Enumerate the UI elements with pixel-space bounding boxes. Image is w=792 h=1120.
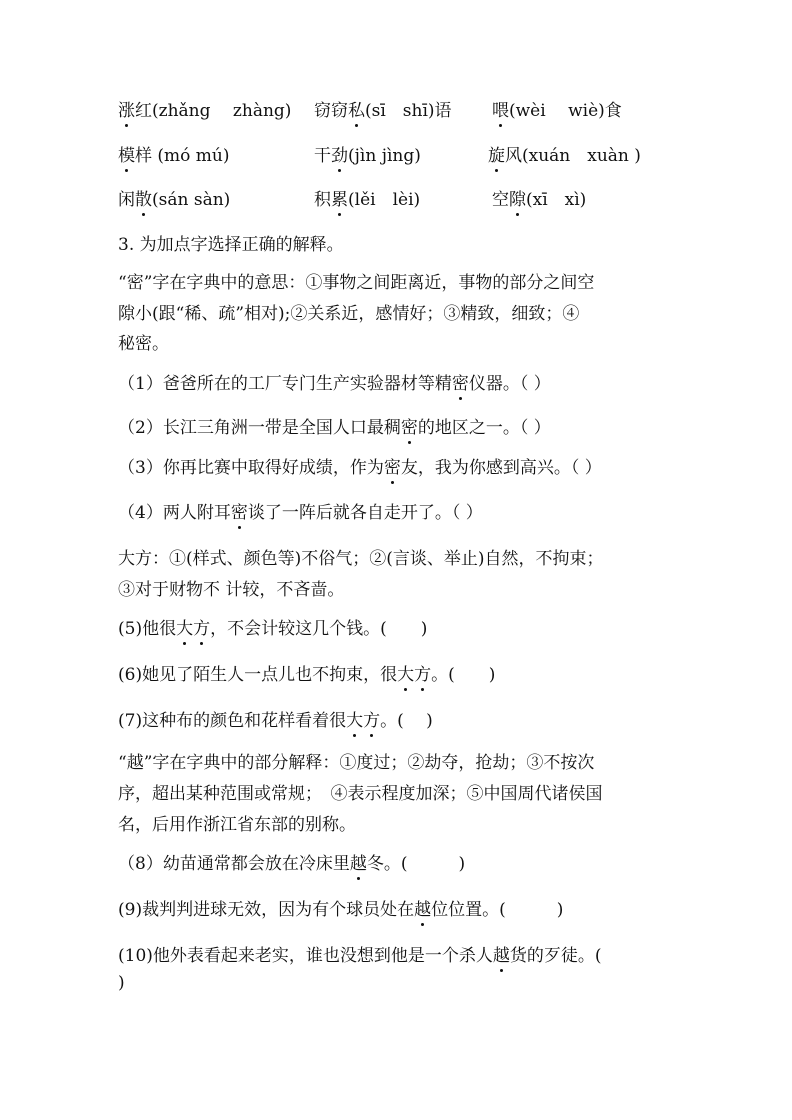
question-item-1: （1）爸爸所在的工厂专门生产实验器材等精密仪器。（ ） <box>118 369 551 394</box>
pinyin-item: 干劲(jìn jìng) <box>314 141 421 166</box>
pinyin-item: 闲散(sán sàn) <box>118 185 230 210</box>
pinyin-item: 涨红(zhǎng zhàng) <box>118 96 291 121</box>
pinyin-row-2 <box>118 141 678 165</box>
definition-dafang-line-2: ③对于财物不 计较，不吝啬。 <box>118 580 345 600</box>
question-item-5: (5)他很大方，不会计较这几个钱。( ) <box>118 614 427 639</box>
pinyin-item: 空隙(xī xì) <box>492 185 586 210</box>
question-item-6: (6)她见了陌生人一点儿也不拘束，很大方。( ) <box>118 660 495 685</box>
definition-dafang-line-1: 大方：①(样式、颜色等)不俗气；②(言谈、举止)自然，不拘束； <box>118 549 604 569</box>
pinyin-item: 窃窃私(sī shī)语 <box>314 96 452 121</box>
question-item-4: （4）两人附耳密谈了一阵后就各自走开了。（ ） <box>118 498 483 523</box>
question-item-9: (9)裁判判进球无效，因为有个球员处在越位位置。( ) <box>118 895 563 920</box>
definition-yue-line-3: 名，后用作浙江省东部的别称。 <box>118 815 356 835</box>
question-item-7: (7)这种布的颜色和花样看着很大方。( ) <box>118 706 433 731</box>
definition-mi-line-2: 隙小(跟“稀、疏”相对);②关系近，感情好；③精致，细致；④ <box>118 304 580 324</box>
question-item-10-tail: ) <box>118 973 125 993</box>
question-title: 3. 为加点字选择正确的解释。 <box>118 235 344 255</box>
definition-mi-line-3: 秘密。 <box>118 334 169 354</box>
pinyin-item: 模样 (mó mú) <box>118 141 230 166</box>
pinyin-item: 积累(lěi lèi) <box>314 185 420 210</box>
question-item-3: （3）你再比赛中取得好成绩，作为密友，我为你感到高兴。（ ） <box>118 453 602 478</box>
pinyin-row-1 <box>118 96 678 120</box>
pinyin-item: 喂(wèi wiè)食 <box>492 96 622 121</box>
question-item-2: （2）长江三角洲一带是全国人口最稠密的地区之一。（ ） <box>118 413 551 438</box>
definition-mi-line-1: “密”字在字典中的意思：①事物之间距离近，事物的部分之间空 <box>118 273 595 293</box>
question-item-10: (10)他外表看起来老实，谁也没想到他是一个杀人越货的歹徒。( <box>118 941 602 966</box>
pinyin-item: 旋风(xuán xuàn ) <box>488 141 641 166</box>
definition-yue-line-1: “越”字在字典中的部分解释：①度过；②劫夺，抢劫；③不按次 <box>118 753 595 773</box>
question-item-8: （8）幼苗通常都会放在冷床里越冬。( ) <box>118 849 465 874</box>
definition-yue-line-2: 序，超出某种范围或常规； ④表示程度加深；⑤中国周代诸侯国 <box>118 784 603 804</box>
pinyin-row-3 <box>118 185 678 209</box>
